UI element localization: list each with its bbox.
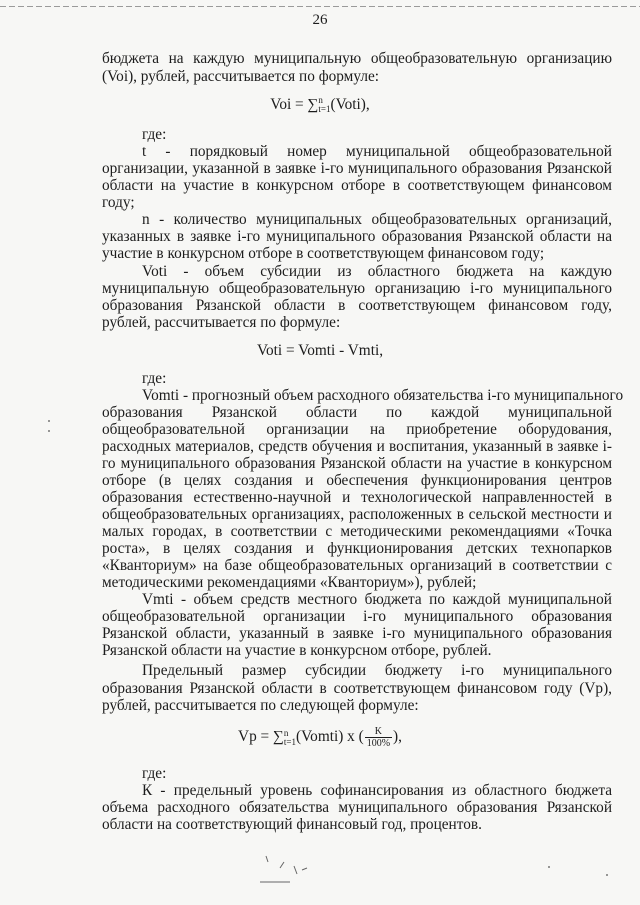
fraction <box>365 726 392 749</box>
text-line: объема расходного обязательства муниципального образования Рязанской <box>102 799 612 816</box>
text-line: Vomti - прогнозный объем расходного обязательства i-го муниципального <box>142 387 624 404</box>
scan-speck <box>548 866 550 868</box>
text-line: общеобразовательной организации i-го муниципального образования <box>102 608 612 625</box>
text-line: К - предельный уровень софинансирования из областного бюджета <box>142 782 612 799</box>
sum-lower: t=1 <box>318 104 331 115</box>
text-line: образования естественно-научной и технологической направленностей в <box>102 489 612 506</box>
fraction-numerator: K <box>365 726 392 738</box>
text-line: Рязанской области на участие в конкурсном отборе, рублей. <box>102 642 492 659</box>
page-number: 26 <box>312 12 328 28</box>
text-line: образования Рязанской области в соответствующем финансовом году, <box>102 297 612 314</box>
text-line: n - количество муниципальных общеобразовательных организаций, <box>142 211 612 228</box>
text-line: Voti - объем субсидии из областного бюджета на каждую <box>142 263 612 280</box>
text-line: где: <box>142 765 167 782</box>
text-line: году; <box>102 194 135 211</box>
text-line: общеобразовательной организации на приобретение оборудования, <box>102 421 612 438</box>
scan-speck <box>606 874 608 876</box>
text-line: рублей, рассчитывается по следующей формуле: <box>102 697 419 714</box>
text-line: отборе (в целях создания и обеспечения функционирования центров <box>102 472 612 489</box>
text-line: муниципальную общеобразовательную организацию i-го муниципального <box>102 280 612 297</box>
formula-text: ), <box>393 728 402 746</box>
formula-text: (Vomti) x ( <box>296 728 364 746</box>
sum-lower: t=1 <box>283 736 296 747</box>
text-line: образования Рязанской области по каждой муниципальной <box>102 404 612 421</box>
text-line: малых городах, в соответствии с методическими рекомендациями «Точка <box>102 523 612 540</box>
sum-upper: n <box>318 95 323 106</box>
sum-symbol: ∑ <box>273 728 284 746</box>
formula-vp <box>0 726 640 749</box>
text-line: области на участие в конкурсном отборе в соответствующем финансовом <box>102 177 612 194</box>
text-line: t - порядковый номер муниципальной общеобразовательной <box>142 143 612 160</box>
text-line: образования Рязанской области в соответствующем финансовом году (Vp), <box>102 680 612 697</box>
formula-text: Vp = <box>238 728 274 746</box>
text-line: организации, указанной в заявке i-го муниципального образования Рязанской <box>102 160 612 177</box>
formula-text: Voi = <box>270 96 308 113</box>
text-line: области на соответствующий финансовый год, процентов. <box>102 816 482 833</box>
text-line: го муниципального образования Рязанской области на участие в конкурсном <box>102 455 612 472</box>
sum-symbol: ∑ <box>307 96 319 113</box>
text-line: «Кванториум» на базе общеобразовательных организаций в соответствии с <box>102 557 612 574</box>
text-line: рублей, рассчитывается по формуле: <box>102 314 341 331</box>
text-line: роста», в целях создания и функционирования детских технопарков <box>102 540 612 557</box>
formula-voi <box>0 96 640 114</box>
formula-voti: Voti = Vomti - Vmti, <box>256 342 384 359</box>
scan-speck <box>48 430 50 432</box>
text-line: (Voi), рублей, рассчитывается по формуле: <box>102 68 380 85</box>
text-line: участие в конкурсном отборе в соответствующем финансовом году; <box>102 245 545 262</box>
text-line: Рязанской области, указанный в заявке i-го муниципального образования <box>102 625 612 642</box>
scan-speck <box>48 420 50 422</box>
text-line: расходных материалов, средств обучения и воспитания, указанный в заявке i- <box>102 438 612 455</box>
text-line: где: <box>142 370 167 387</box>
text-line: общеобразовательных организациях, расположенных в сельской местности и <box>102 506 612 523</box>
scan-top-border <box>0 6 640 7</box>
scan-marks <box>250 848 330 888</box>
text-line: методическими рекомендациями «Кванториум»), рублей; <box>102 574 477 591</box>
text-line: указанных в заявке i-го муниципального образования Рязанской области на <box>102 228 612 245</box>
fraction-denominator: 100% <box>366 738 391 749</box>
text-line: Vmti - объем средств местного бюджета по каждой муниципальной <box>142 591 612 608</box>
sum-upper: n <box>283 727 289 738</box>
text-line: где: <box>142 126 167 143</box>
text-line: Предельный размер субсидии бюджету i-го муниципального <box>142 662 612 679</box>
text-line: бюджета на каждую муниципальную общеобразовательную организацию <box>102 50 612 67</box>
formula-text: (Voti), <box>330 96 370 113</box>
